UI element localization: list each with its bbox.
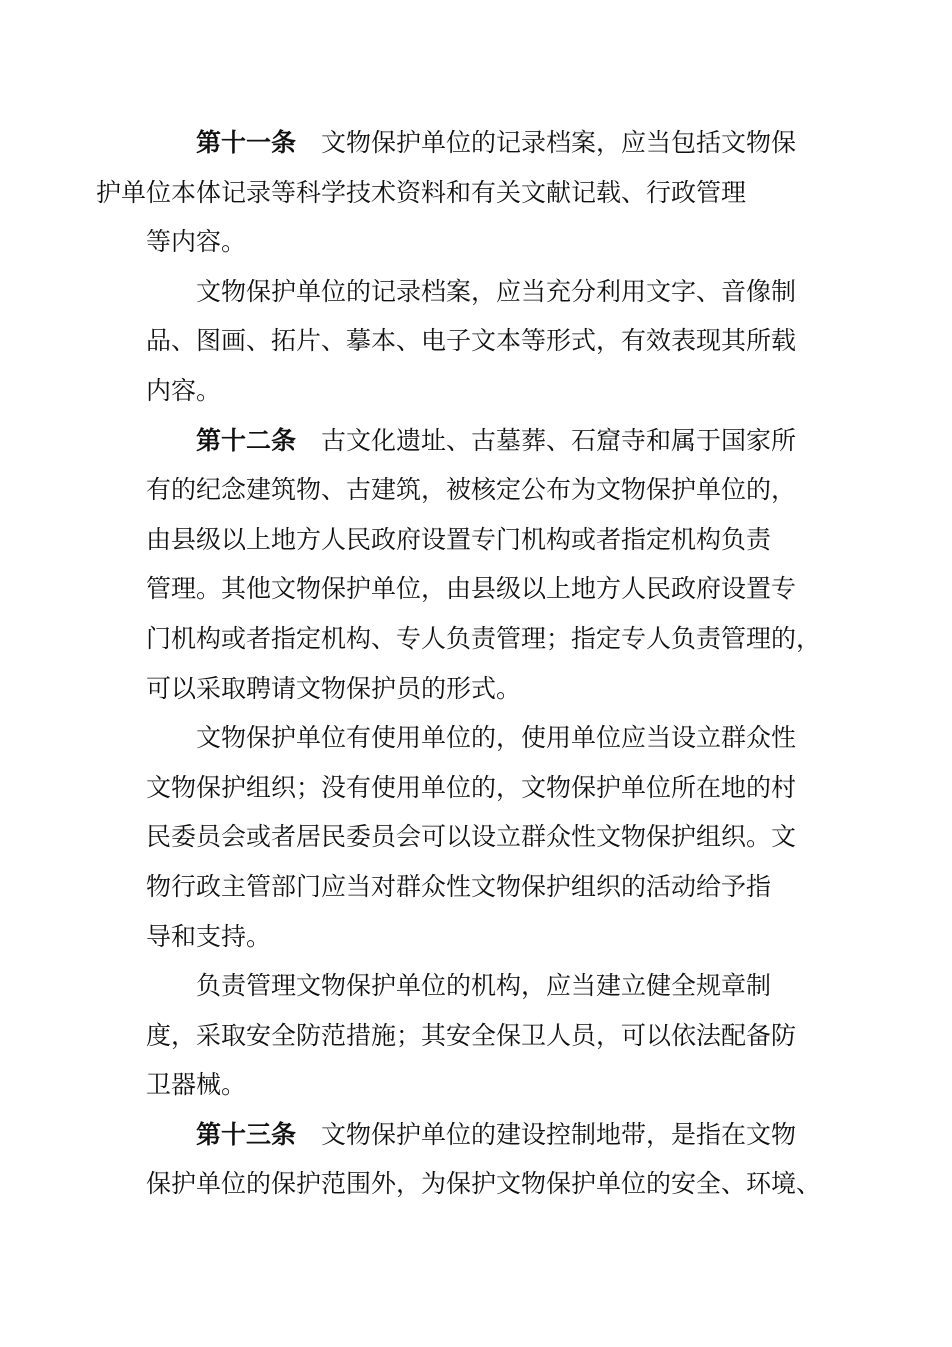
text-line: 民委员会或者居民委员会可以设立群众性文物保护组织。文 [146, 822, 797, 852]
text-line: 可以采取聘请文物保护员的形式。 [146, 673, 522, 703]
text-line: 文物保护单位有使用单位的，使用单位应当设立群众性 [196, 723, 797, 753]
text-line: 文物保护单位的建设控制地带，是指在文物 [321, 1119, 797, 1149]
text-line: 负责管理文物保护单位的机构，应当建立健全规章制 [196, 971, 772, 1001]
paragraph-article-13 [146, 1110, 822, 1209]
text-line: 内容。 [146, 375, 222, 405]
document-body [96, 118, 822, 1209]
text-line: 门机构或者指定机构、专人负责管理；指定专人负责管理的， [146, 623, 822, 653]
text-line: 保护单位的保护范围外，为保护文物保护单位的安全、环境、 [146, 1169, 822, 1199]
text-line: 物行政主管部门应当对群众性文物保护组织的活动给予指 [146, 871, 772, 901]
article-number: 第十三条 [196, 1119, 297, 1149]
text-line: 度，采取安全防范措施；其安全保卫人员，可以依法配备防 [146, 1020, 797, 1050]
paragraph-article-11 [96, 118, 811, 267]
text-line: 由县级以上地方人民政府设置专门机构或者指定机构负责 [146, 524, 772, 554]
text-line: 护单位本体记录等科学技术资料和有关文献记载、行政管理 [96, 177, 747, 207]
text-line: 等内容。 [146, 227, 247, 257]
article-number: 第十二条 [196, 425, 297, 455]
article-number: 第十一条 [196, 128, 297, 157]
text-line: 导和支持。 [146, 921, 272, 951]
paragraph-12-3 [146, 961, 811, 1110]
text-line: 文物保护单位的记录档案，应当充分利用文字、音像制 [196, 276, 797, 306]
paragraph-11-2 [146, 267, 811, 416]
text-line: 有的纪念建筑物、古建筑，被核定公布为文物保护单位的， [146, 475, 797, 505]
text-line: 文物保护单位的记录档案，应当包括文物保 [321, 128, 797, 157]
text-line: 卫器械。 [146, 1070, 247, 1100]
text-line: 古文化遗址、古墓葬、石窟寺和属于国家所 [321, 425, 797, 455]
text-line: 文物保护组织；没有使用单位的，文物保护单位所在地的村 [146, 772, 797, 802]
text-line: 品、图画、拓片、摹本、电子文本等形式，有效表现其所载 [146, 326, 797, 356]
paragraph-article-12 [146, 416, 822, 714]
paragraph-12-2 [146, 713, 811, 961]
text-line: 管理。其他文物保护单位，由县级以上地方人民政府设置专 [146, 574, 797, 604]
